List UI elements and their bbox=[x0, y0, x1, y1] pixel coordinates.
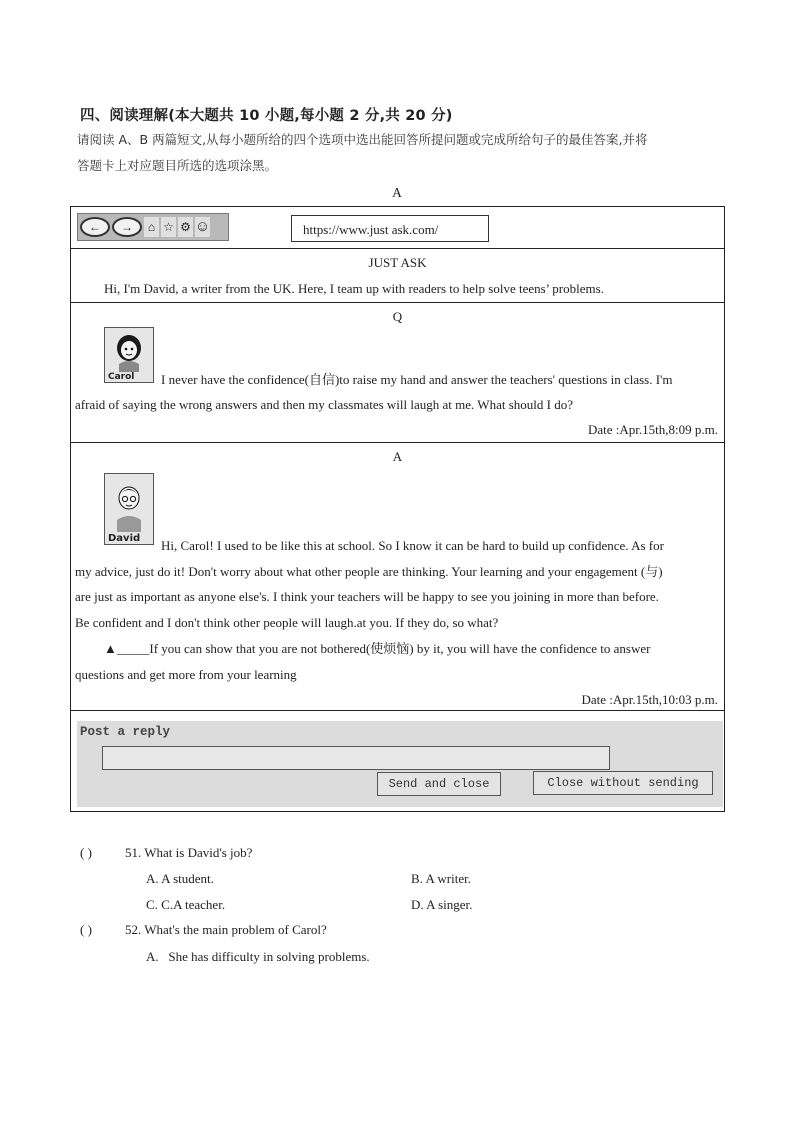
q52-stem: 52. What's the main problem of Carol? bbox=[125, 922, 327, 937]
avatar-david bbox=[104, 473, 154, 545]
smiley-icon[interactable]: ☺ bbox=[195, 217, 210, 237]
url-field[interactable]: https://www.just ask.com/ bbox=[291, 215, 489, 242]
answer-line-4: Be confident and I don't think other people will laugh.at you. If they do, so what? bbox=[75, 615, 499, 630]
answer-date: Date :Apr.15th,10:03 p.m. bbox=[581, 692, 718, 707]
gear-icon[interactable]: ⚙ bbox=[178, 217, 193, 237]
home-icon[interactable]: ⌂ bbox=[144, 217, 159, 237]
answer-line-3: are just as important as anyone else's. I think your teachers will be happy to see you joining in more than before. bbox=[75, 589, 659, 604]
send-and-close-button[interactable]: Send and close bbox=[377, 772, 501, 796]
girl-avatar-icon bbox=[105, 328, 153, 372]
answer-line-5: ▲_____If you can show that you are not bothered(使烦恼) by it, you will have the confidence to answer bbox=[104, 641, 651, 656]
close-without-sending-button[interactable]: Close without sending bbox=[533, 771, 713, 795]
q52-option-a[interactable]: A. She has difficulty in solving problems. bbox=[146, 949, 370, 964]
q51-stem: 51. What is David's job? bbox=[125, 845, 253, 860]
carol-name-tag: Carol bbox=[108, 372, 135, 382]
reply-input[interactable] bbox=[102, 746, 610, 770]
boy-avatar-icon bbox=[105, 474, 153, 532]
back-arrow-icon[interactable]: ← bbox=[80, 217, 110, 237]
question-date: Date :Apr.15th,8:09 p.m. bbox=[588, 422, 718, 437]
browser-nav-strip bbox=[77, 213, 229, 241]
q51-option-a[interactable]: A. A student. bbox=[146, 871, 214, 886]
q52-bracket: ( ) bbox=[80, 922, 92, 937]
reply-section bbox=[71, 711, 724, 812]
forward-arrow-icon[interactable]: → bbox=[112, 217, 142, 237]
q51-option-b[interactable]: B. A writer. bbox=[411, 871, 471, 886]
browser-bar bbox=[71, 207, 724, 249]
question-label: Q bbox=[392, 309, 403, 324]
section-title: 四、阅读理解(本大题共 10 小题,每小题 2 分,共 20 分) bbox=[80, 108, 453, 124]
answer-line-6: questions and get more from your learning bbox=[75, 667, 297, 682]
site-header bbox=[71, 249, 724, 303]
q51-bracket: ( ) bbox=[80, 845, 92, 860]
avatar-carol bbox=[104, 327, 154, 383]
article-table bbox=[70, 206, 725, 812]
site-name: JUST ASK bbox=[368, 255, 427, 270]
reply-label: Post a reply bbox=[80, 725, 171, 739]
passage-label: A bbox=[392, 185, 402, 200]
question-text-line-2: afraid of saying the wrong answers and then my classmates will laugh at me. What should I do? bbox=[75, 397, 573, 412]
reply-panel bbox=[77, 721, 723, 807]
q51-option-d[interactable]: D. A singer. bbox=[411, 897, 473, 912]
answer-label: A bbox=[392, 449, 403, 464]
star-icon[interactable]: ☆ bbox=[161, 217, 176, 237]
david-name-tag: David bbox=[108, 533, 141, 544]
site-intro: Hi, I'm David, a writer from the UK. Here, I team up with readers to help solve teens’ problems. bbox=[104, 280, 604, 296]
question-text-line-1: I never have the confidence(自信)to raise my hand and answer the teachers' questions in class. I'm bbox=[161, 372, 673, 387]
question-post bbox=[71, 303, 724, 443]
instruction-line-2: 答题卡上对应题目所选的选项涂黑。 bbox=[77, 158, 278, 173]
instruction-line-1: 请阅读 A、B 两篇短文,从每小题所给的四个选项中选出能回答所提问题或完成所给句子的最佳答案,并将 bbox=[77, 132, 648, 147]
answer-post bbox=[71, 443, 724, 711]
answer-line-2: my advice, just do it! Don't worry about what other people are thinking. Your learning and your engagement (与) bbox=[75, 564, 663, 579]
q51-option-c[interactable]: C. C.A teacher. bbox=[146, 897, 226, 912]
answer-line-1: Hi, Carol! I used to be like this at school. So I know it can be hard to build up confidence. As for bbox=[161, 538, 664, 553]
